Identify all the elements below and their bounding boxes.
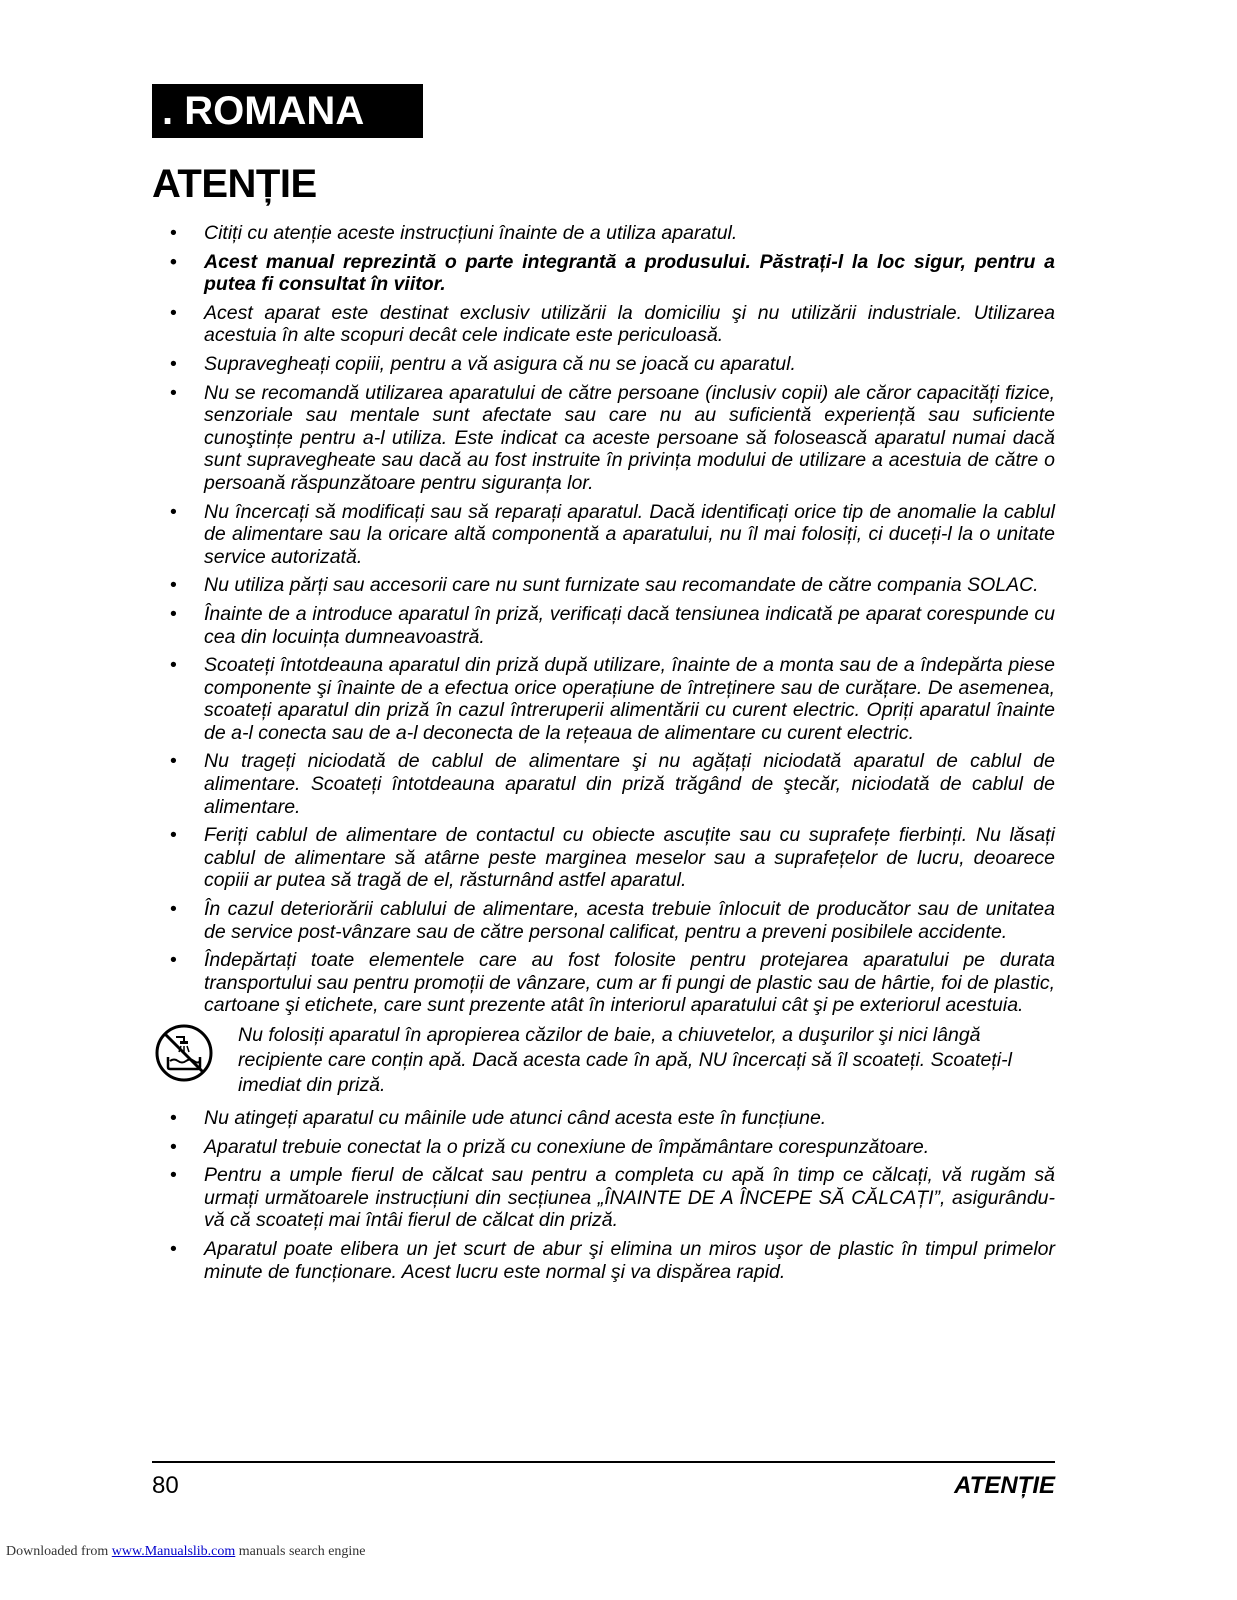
bullet-list-bottom [170, 1107, 1055, 1283]
list-item [170, 1238, 1055, 1283]
bullet-dot: • [170, 1135, 177, 1158]
bullet-dot: • [170, 250, 177, 273]
list-item [170, 1136, 1055, 1159]
bullet-dot: • [170, 1164, 177, 1187]
list-item [170, 353, 1055, 376]
list-item [170, 1107, 1055, 1130]
water-warning-text: Nu folosiți aparatul în apropierea căzilor de baie, a chiuvetelor, a duşurilor şi nici lângă recipiente care conțin apă. Dacă acesta cade în apă, NU încercați să îl scoateți. Scoateți-l imediat din priză. [238, 1024, 1012, 1096]
list-item-text: Supravegheați copiii, pentru a vă asigura că nu se joacă cu aparatul. [204, 352, 796, 375]
bullet-dot: • [170, 500, 177, 523]
list-item-text: Nu utiliza părți sau accesorii care nu sunt furnizate sau recomandate de către compania SOLAC. [204, 574, 1039, 597]
list-item [170, 222, 1055, 245]
list-item [170, 1164, 1055, 1232]
download-note-suffix: manuals search engine [235, 1544, 366, 1559]
content [170, 222, 1055, 1289]
bullet-dot: • [170, 301, 177, 324]
list-item-text: Nu trageți niciodată de cablul de alimentare şi nu agățați niciodată aparatul de cablul de alimentare. Scoateți întotdeauna aparatul din priză trăgând de ştecăr, niciodată de cablul de alimentare. [204, 750, 1055, 818]
list-item-text: Acest aparat este destinat exclusiv utilizării la domiciliu şi nu utilizării industriale. Utilizarea acestuia în alte scopuri decât cele indicate este periculoasă. [204, 301, 1055, 347]
list-item-text: Nu atingeți aparatul cu mâinile ude atunci când acesta este în funcțiune. [204, 1107, 827, 1129]
bullet-dot: • [170, 824, 177, 847]
language-banner-label: . ROMANA [162, 89, 365, 133]
footer-title: ATENȚIE [954, 1472, 1055, 1499]
list-item-text: Aparatul poate elibera un jet scurt de abur şi elimina un miros uşor de plastic în timpul primelor minute de funcționare. Acest lucru este normal şi va dispărea rapid. [204, 1237, 1055, 1283]
bullet-dot: • [170, 381, 177, 404]
list-item-text: Feriți cablul de alimentare de contactul cu obiecte ascuțite sau cu suprafețe fierbinți. Nu lăsați cablul de alimentare să atârne peste marginea meselor sau a suprafețelor de lucru, deoarece copiii ar putea să tragă de el, răsturnând astfel aparatul. [204, 824, 1055, 892]
list-item [170, 654, 1055, 744]
bullet-dot: • [170, 1237, 177, 1260]
bullet-dot: • [170, 1107, 177, 1129]
list-item-text: Citiți cu atenție aceste instrucțiuni înainte de a utiliza aparatul. [204, 222, 738, 244]
bullet-dot: • [170, 750, 177, 773]
list-item [170, 898, 1055, 943]
list-item-text: Aparatul trebuie conectat la o priză cu conexiune de împământare corespunzătoare. [204, 1135, 930, 1158]
list-item-text: Scoateți întotdeauna aparatul din priză după utilizare, înainte de a monta sau de a îndepărta piese componente şi înainte de a efectua orice operațiune de întreținere sau de curățare. De asemenea, scoateți aparatul din priză în cazul întreruperii alimentării cu curent electric. Opriți aparatul înainte de a-l conecta sau de a-l deconecta de la rețeaua de alimentare cu curent electric. [204, 654, 1055, 744]
manualslib-link[interactable]: www.Manualslib.com [111, 1544, 236, 1559]
footer-divider [152, 1461, 1055, 1463]
no-bath-water-icon [154, 1023, 214, 1083]
water-warning [170, 1023, 1055, 1099]
bullet-dot: • [170, 654, 177, 677]
language-banner [152, 84, 423, 138]
list-item [170, 750, 1055, 818]
list-item [170, 574, 1055, 597]
list-item [170, 603, 1055, 648]
list-item-text: Îndepărtați toate elementele care au fost folosite pentru protejarea aparatului pe durata transportului sau pentru promoții de vânzare, cum ar fi pungi de plastic sau de hârtie, foi de plastic, cartoane şi etichete, care sunt prezente atât în interiorul aparatului cât şi pe exteriorul acestuia. [204, 949, 1055, 1017]
bullet-dot: • [170, 898, 177, 921]
list-item-text: Nu se recomandă utilizarea aparatului de către persoane (inclusiv copii) ale căror capacități fizice, senzoriale sau mentale sunt afectate sau care nu au suficientă experiență sau suficiente cunoştințe pentru a-l utiliza. Este indicat ca aceste persoane să folosească aparatul numai dacă sunt supravegheate sau dacă au fost instruite în privința modului de utilizare a acestuia de către o persoană răspunzătoare pentru siguranța lor. [204, 381, 1055, 494]
download-note-prefix: Downloaded from [6, 1544, 112, 1559]
bullet-list-top [170, 222, 1055, 1017]
bullet-dot: • [170, 222, 177, 244]
list-item-text: Înainte de a introduce aparatul în priză, verificați dacă tensiunea indicată pe aparat corespunde cu cea din locuința dumneavoastră. [204, 602, 1055, 648]
section-title: ATENȚIE [152, 162, 317, 206]
page-number: 80 [152, 1472, 179, 1499]
list-item-text: În cazul deteriorării cablului de alimentare, acesta trebuie înlocuit de producător sau de unitatea de service post-vânzare sau de către personal calificat, pentru a preveni posibilele accidente. [204, 898, 1055, 943]
bullet-dot: • [170, 574, 177, 597]
bullet-dot: • [170, 352, 177, 375]
list-item [170, 302, 1055, 347]
list-item-text: Pentru a umple fierul de călcat sau pentru a completa cu apă în timp ce călcați, vă rugăm să urmați următoarele instrucțiuni din secțiunea „ÎNAINTE DE A ÎNCEPE SĂ CĂLCAȚI”, asigurându-vă că scoateți mai întâi fierul de călcat din priză. [204, 1164, 1055, 1232]
list-item [170, 382, 1055, 495]
list-item [170, 251, 1055, 296]
list-item-text: Nu încercați să modificați sau să reparați aparatul. Dacă identificați orice tip de anomalie la cablul de alimentare sau la oricare altă componentă a aparatului, nu îl mai folosiți, ci duceți-l la o unitate service autorizată. [204, 500, 1055, 568]
download-note [6, 1544, 366, 1560]
list-item [170, 824, 1055, 892]
list-item [170, 949, 1055, 1017]
bullet-dot: • [170, 602, 177, 625]
list-item-text: Acest manual reprezintă o parte integrantă a produsului. Păstrați-l la loc sigur, pentru a putea fi consultat în viitor. [204, 250, 1055, 296]
list-item [170, 501, 1055, 569]
bullet-dot: • [170, 949, 177, 972]
